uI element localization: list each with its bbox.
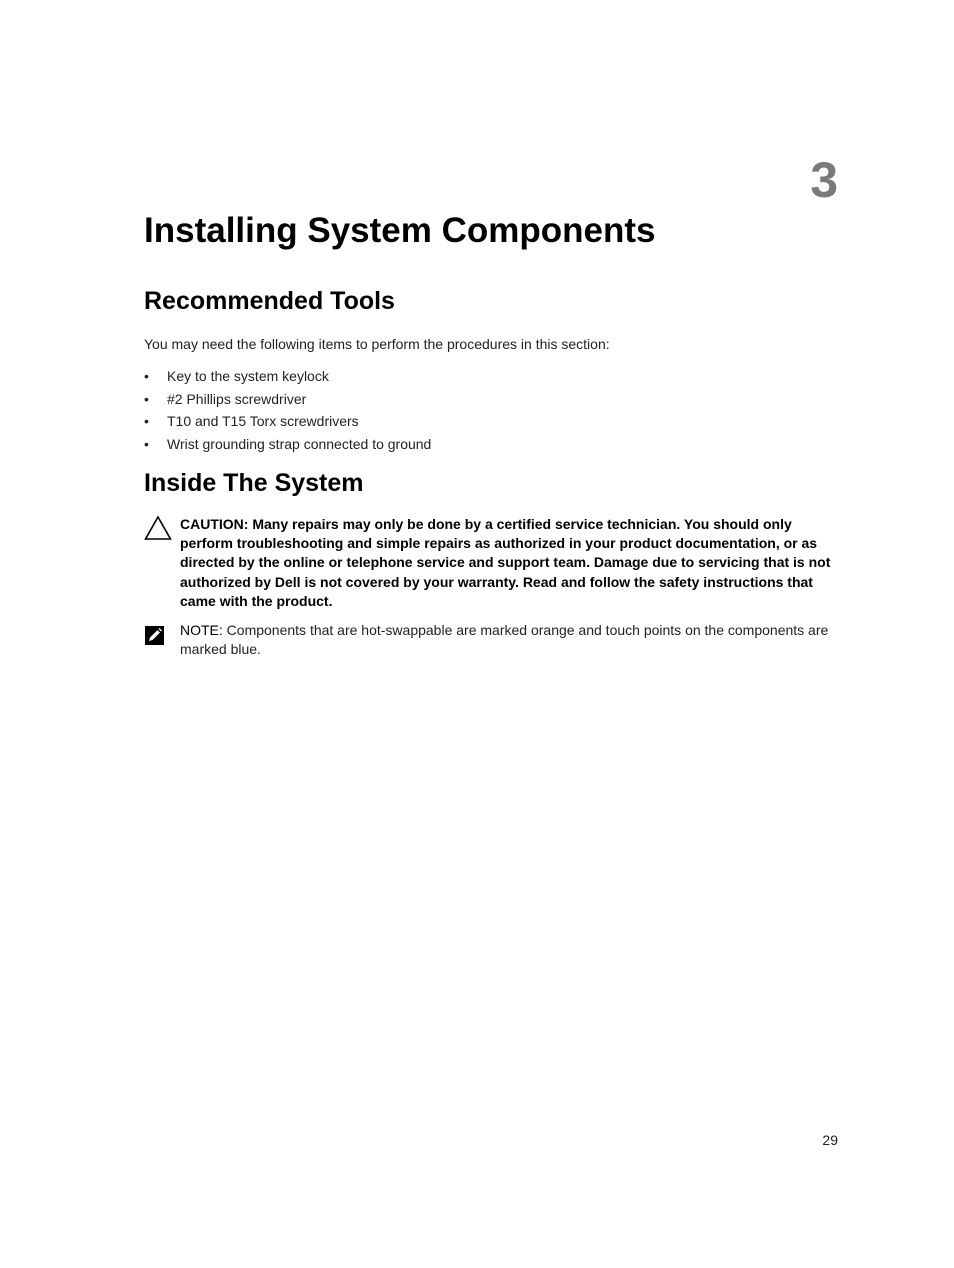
- bullet: •: [144, 368, 149, 384]
- list-item: [144, 389, 431, 412]
- note-pencil-icon: [144, 621, 166, 652]
- section-heading-recommended-tools: Recommended Tools: [144, 287, 395, 315]
- list-item: [144, 411, 431, 434]
- list-item: [144, 366, 431, 389]
- caution-text: CAUTION: Many repairs may only be done by a certified service technician. You should only perform troubleshooting and simple repairs as authorized in your product documentation, or as directed by the online or telephone service and support team. Damage due to servicing that is not authorized by Dell is not covered by your warranty. Read and follow the safety instructions that came with the product.: [180, 516, 831, 609]
- chapter-title: Installing System Components: [144, 211, 656, 250]
- note-text: [180, 621, 834, 659]
- section-heading-inside-the-system: Inside The System: [144, 469, 364, 497]
- note-label: NOTE:: [180, 622, 223, 638]
- page-number: 29: [822, 1132, 838, 1148]
- list-item: [144, 434, 431, 457]
- list-item-text: Wrist grounding strap connected to ground: [167, 436, 432, 453]
- list-item-text: Key to the system keylock: [167, 368, 329, 384]
- bullet: •: [144, 436, 149, 453]
- note-body: Components that are hot-swappable are marked orange and touch points on the components are marked blue.: [180, 622, 829, 658]
- tools-intro: You may need the following items to perform the procedures in this section:: [144, 336, 610, 352]
- list-item-text: T10 and T15 Torx screwdrivers: [167, 413, 359, 430]
- tools-list: [144, 366, 431, 457]
- bullet: •: [144, 413, 149, 430]
- bullet: •: [144, 390, 149, 407]
- caution-callout: [144, 515, 834, 611]
- chapter-number: 3: [810, 152, 838, 208]
- note-callout: [144, 621, 834, 659]
- list-item-text: #2 Phillips screwdriver: [167, 390, 307, 407]
- caution-triangle-icon: [144, 515, 172, 546]
